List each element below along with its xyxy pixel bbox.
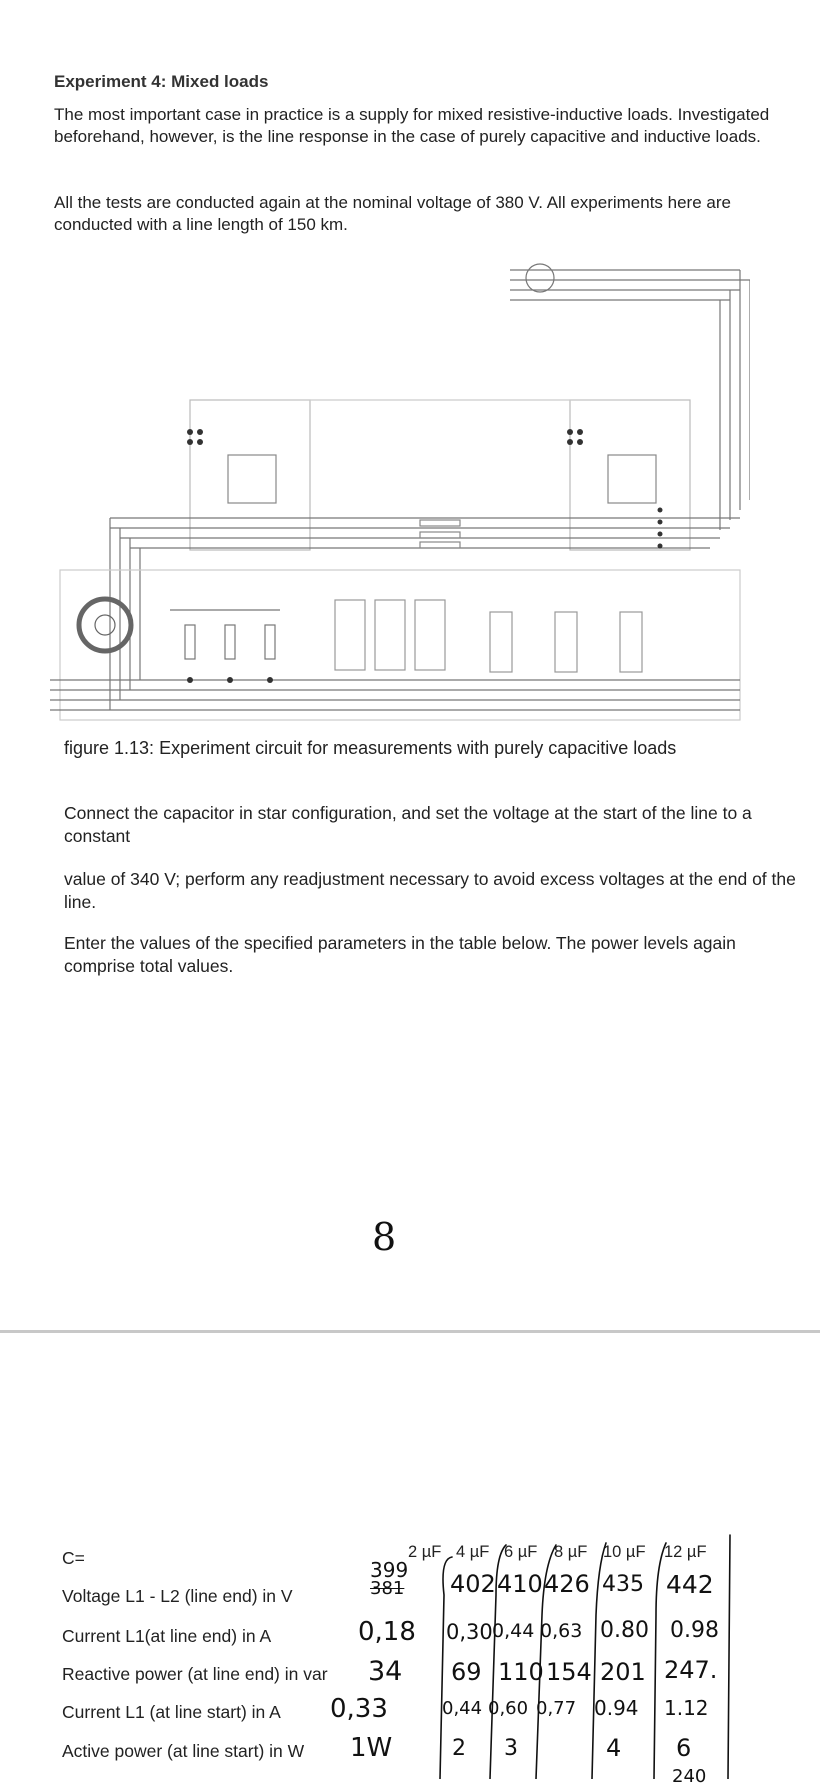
header-10uf: 10 µF	[603, 1543, 646, 1561]
handwritten-column-lines	[430, 1525, 740, 1779]
value-reactive-6uf: 110	[498, 1658, 544, 1686]
value-reactive-12uf: 247.	[664, 1656, 718, 1684]
row-label-reactive-power: Reactive power (at line end) in var	[62, 1664, 328, 1684]
value-voltage-4uf: 402	[450, 1570, 496, 1598]
value-current-start-2uf: 0,33	[330, 1694, 388, 1724]
row-label-current-end: Current L1(at line end) in A	[62, 1626, 272, 1646]
value-current-end-2uf: 0,18	[358, 1617, 416, 1647]
value-active-12uf: 6	[676, 1734, 692, 1762]
page-divider	[0, 1330, 820, 1333]
value-voltage-6uf: 410	[497, 1570, 543, 1598]
header-2uf: 2 µF	[408, 1543, 442, 1561]
row-label-active-power: Active power (at line start) in W	[62, 1741, 305, 1761]
value-active-10uf: 4	[606, 1734, 622, 1762]
header-6uf: 6 µF	[504, 1543, 538, 1561]
value-active-2uf: 1W	[350, 1733, 393, 1763]
header-12uf: 12 µF	[664, 1543, 707, 1561]
value-current-start-6uf: 0,60	[488, 1698, 529, 1719]
value-current-end-12uf: 0.98	[670, 1618, 719, 1643]
value-active-4uf: 2	[452, 1736, 466, 1761]
value-current-start-4uf: 0,44	[442, 1698, 483, 1719]
value-reactive-2uf: 34	[368, 1656, 403, 1687]
value-voltage-12uf: 442	[666, 1570, 714, 1599]
circuit-diagram	[50, 240, 750, 730]
value-current-end-10uf: 0.80	[600, 1618, 649, 1643]
value-reactive-8uf: 154	[546, 1658, 592, 1686]
instruction-1: Connect the capacitor in star configuration, and set the voltage at the start of the line to a constant	[64, 803, 752, 846]
value-reactive-10uf: 201	[600, 1658, 646, 1686]
intro-paragraph: The most important case in practice is a supply for mixed resistive-inductive loads. Investigated beforehand, however, is the line response in the case of purely capacitive and inductive loads.	[54, 105, 770, 146]
c-label: C=	[62, 1548, 85, 1568]
header-8uf: 8 µF	[554, 1543, 588, 1561]
value-current-end-6uf: 0,44	[492, 1620, 535, 1642]
value-voltage-struck: 381	[370, 1578, 405, 1599]
value-current-start-8uf: 0,77	[536, 1698, 577, 1719]
cutoff-value: 240	[672, 1766, 707, 1787]
instruction-3: Enter the values of the specified parameters in the table below. The power levels again comprise total values.	[64, 933, 736, 976]
value-active-6uf: 3	[504, 1736, 518, 1761]
conditions-paragraph: All the tests are conducted again at the nominal voltage of 380 V. All experiments here are conducted with a line length of 150 km.	[54, 193, 731, 234]
value-reactive-4uf: 69	[451, 1658, 482, 1686]
value-voltage-2uf: 399	[370, 1558, 409, 1582]
instruction-2: value of 340 V; perform any readjustment necessary to avoid excess voltages at the end of the line.	[64, 869, 796, 912]
value-voltage-10uf: 435	[602, 1572, 644, 1597]
row-label-voltage: Voltage L1 - L2 (line end) in V	[62, 1586, 293, 1606]
experiment-title: Experiment 4: Mixed loads	[54, 72, 269, 91]
value-current-start-10uf: 0.94	[594, 1696, 639, 1720]
value-current-start-12uf: 1.12	[664, 1696, 709, 1720]
figure-caption: figure 1.13: Experiment circuit for measurements with purely capacitive loads	[64, 738, 677, 758]
header-4uf: 4 µF	[456, 1543, 490, 1561]
row-label-current-start: Current L1 (at line start) in A	[62, 1702, 281, 1722]
handwritten-page-number: 8	[372, 1215, 397, 1259]
value-current-end-8uf: 0,63	[540, 1620, 583, 1642]
value-voltage-8uf: 426	[544, 1570, 590, 1598]
value-current-end-4uf: 0,30	[446, 1620, 493, 1644]
